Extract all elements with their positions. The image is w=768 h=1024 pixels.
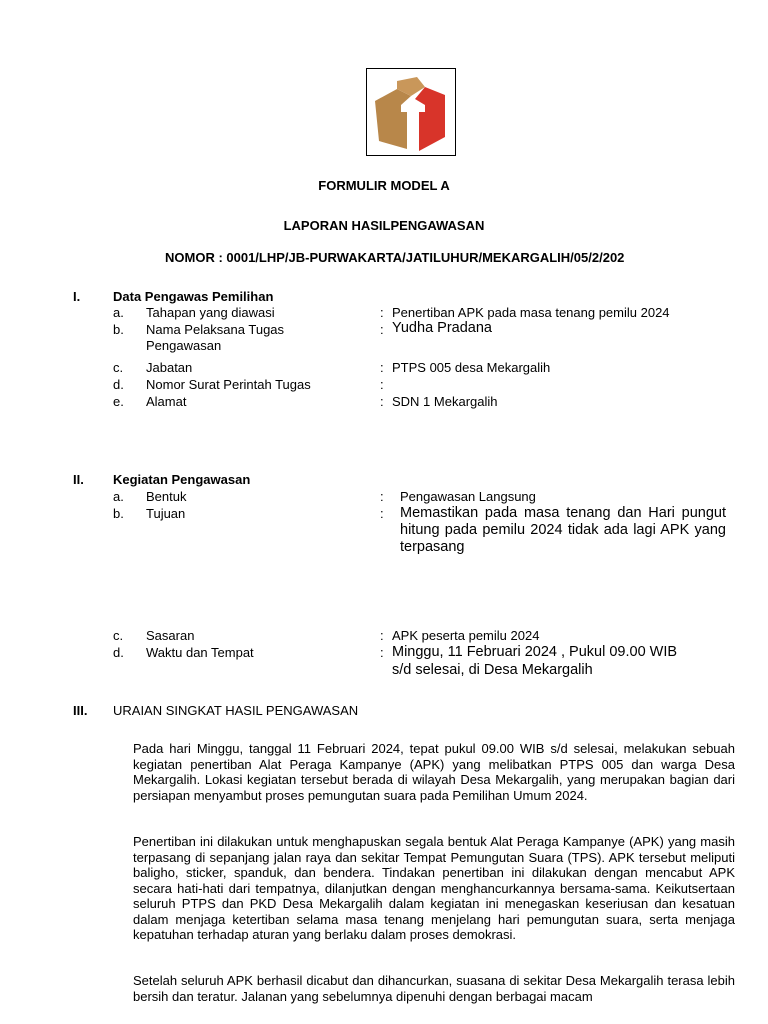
section-3-title: URAIAN SINGKAT HASIL PENGAWASAN [113, 703, 359, 718]
item-colon: : [380, 322, 384, 337]
item-value-purpose: Memastikan pada masa tenang dan Hari pungut hitung pada pemilu 2024 tidak ada lagi APK yang terpasang [400, 505, 726, 555]
item-colon: : [380, 305, 384, 320]
item-label: Tahapan yang diawasi [146, 305, 275, 320]
paragraph: Penertiban ini dilakukan untuk menghapuskan segala bentuk Alat Peraga Kampanye (APK) yang masih terpasang di sepanjang jalan raya dan sekitar Tempat Pemungutan Suara (TPS). APK tersebut meliputi baligho, sticker, spanduk, dan bendera. Tindakan penertiban ini dilakukan dengan mencabut APK secara hati-hati dari tempatnya, dilanjutkan dengan menghancurkannya bersama-sama. Keikutsertaan seluruh PTPS dan PKD Desa Mekargalih dalam kegiatan ini menegaskan keseriusan dan kesatuan dalam menjaga ketertiban selama masa tenang menjelang hari pemungutan suara, serta menjaga kepatuhan terhadap aturan yang berlaku dalam proses demokrasi. [133, 834, 735, 942]
item-letter: b. [113, 506, 124, 521]
item-label: Nomor Surat Perintah Tugas [146, 377, 311, 392]
item-letter: a. [113, 489, 124, 504]
report-number: NOMOR : 0001/LHP/JB-PURWAKARTA/JATILUHUR/MEKARGALIH/05/2/202 [165, 250, 625, 265]
item-value-continued: s/d selesai, di Desa Mekargalih [392, 662, 593, 678]
item-letter: c. [113, 360, 124, 375]
section-1-title: Data Pengawas Pemilihan [113, 289, 274, 304]
item-value: Yudha Pradana [392, 320, 492, 336]
paragraph: Setelah seluruh APK berhasil dicabut dan dihancurkan, suasana di sekitar Desa Mekargalih terasa lebih bersih dan teratur. Jalanan yang sebelumnya dipenuhi dengan berbagai macam [133, 973, 735, 1004]
logo-slot [401, 105, 425, 112]
item-label: Tujuan [146, 506, 186, 521]
paragraph: Pada hari Minggu, tanggal 11 Februari 2024, tepat pukul 09.00 WIB s/d selesai, melakukan sebuah kegiatan penertiban Alat Peraga Kampanye (APK) yang melibatkan PTPS 005 dan warga Desa Mekargalih. Lokasi kegiatan tersebut berada di wilayah Desa Mekargalih, yang merupakan bagian dari persiapan menyambut proses pemungutan suara pada Pemilihan Umum 2024. [133, 741, 735, 803]
item-value: Penertiban APK pada masa tenang pemilu 2024 [392, 305, 670, 320]
item-label-continued: Pengawasan [146, 338, 222, 353]
item-label: Waktu dan Tempat [146, 645, 254, 660]
item-value: PTPS 005 desa Mekargalih [392, 360, 551, 375]
item-label: Sasaran [146, 628, 195, 643]
item-colon: : [380, 377, 384, 392]
section-3-numeral: III. [73, 703, 88, 718]
logo-red-face [415, 87, 445, 151]
item-value: Pengawasan Langsung [400, 489, 536, 504]
item-colon: : [380, 360, 384, 375]
item-letter: a. [113, 305, 124, 320]
item-colon: : [380, 645, 384, 660]
item-label: Nama Pelaksana Tugas [146, 322, 285, 337]
item-label: Alamat [146, 394, 187, 409]
item-colon: : [380, 489, 384, 504]
item-colon: : [380, 394, 384, 409]
item-letter: b. [113, 322, 124, 337]
item-value: SDN 1 Mekargalih [392, 394, 498, 409]
report-title: LAPORAN HASILPENGAWASAN [283, 218, 485, 233]
item-label: Jabatan [146, 360, 193, 375]
item-label: Bentuk [146, 489, 187, 504]
section-2-title: Kegiatan Pengawasan [113, 472, 251, 487]
form-title: FORMULIR MODEL A [318, 178, 450, 193]
item-value: Minggu, 11 Februari 2024 , Pukul 09.00 WIB [392, 644, 678, 660]
logo-gold-face [375, 89, 411, 149]
ballot-box-logo-icon [367, 69, 455, 155]
item-letter: d. [113, 645, 124, 660]
item-colon: : [380, 506, 384, 521]
item-letter: c. [113, 628, 124, 643]
section-1-numeral: I. [73, 289, 81, 304]
item-letter: e. [113, 394, 124, 409]
item-value: APK peserta pemilu 2024 [392, 628, 540, 643]
section-2-numeral: II. [73, 472, 84, 487]
item-letter: d. [113, 377, 124, 392]
bawaslu-logo [366, 68, 456, 156]
item-colon: : [380, 628, 384, 643]
